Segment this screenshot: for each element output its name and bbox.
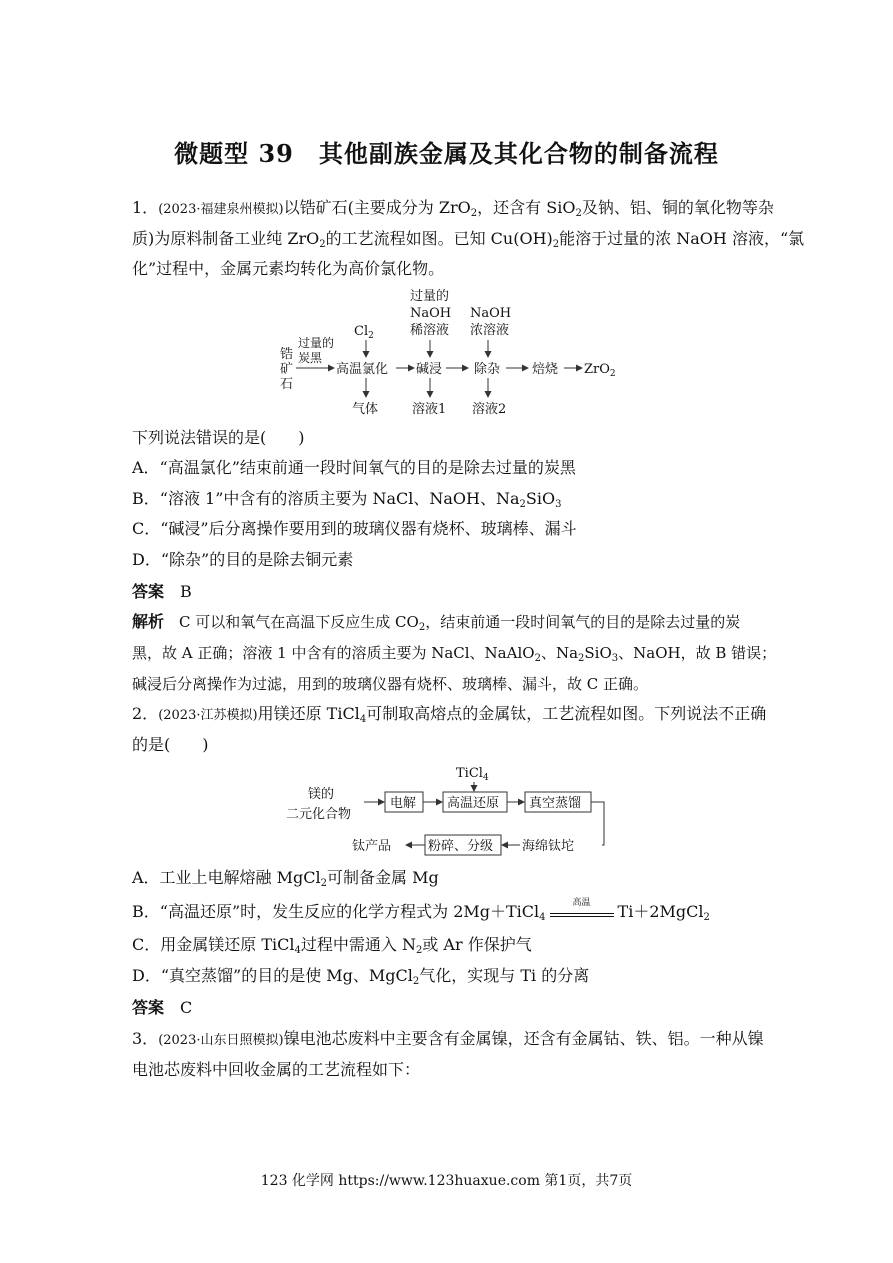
q1-ask: 下列说法错误的是( ) — [132, 428, 305, 447]
box-crush-grade: 粉碎、分级 — [428, 839, 494, 854]
gas-label: 气体 — [352, 402, 379, 417]
q3-source: (2023·山东日照模拟) — [158, 1033, 284, 1048]
start-material-2: 二元化合物 — [286, 807, 352, 822]
step-high-temp-chlorination: 高温氯化 — [336, 362, 389, 377]
naoh-conc-1: NaOH — [470, 306, 512, 321]
q2-source: (2023·江苏模拟) — [158, 708, 258, 723]
excess-carbon-2: 炭黑 — [298, 351, 323, 365]
q2-stem-line-1: 2．(2023·江苏模拟)用镁还原 TiCl$_4$可制取高熔点的金属钛，工艺流程如图。下列说法不正确 — [132, 704, 767, 725]
q2-stem-line-2: 的是( ) — [132, 735, 209, 754]
q3-stem-line-1: 3．(2023·山东日照模拟)镍电池芯废料中主要含有金属镍，还含有金属钴、铁、铝。一种从镍 — [132, 1029, 764, 1048]
product-zro2: ZrO$_2$ — [584, 362, 616, 379]
solution-1-label: 溶液1 — [412, 402, 447, 417]
step-alkali-leach: 碱浸 — [416, 362, 443, 377]
ore-label-3: 石 — [280, 377, 294, 392]
q2-flow-diagram — [284, 762, 624, 862]
ticl4-label: TiCl$_4$ — [456, 766, 489, 783]
titanium-product: 钛产品 — [352, 839, 392, 854]
q2-answer: 答案 C — [132, 998, 193, 1017]
q1-option-b: B．“溶液 1”中含有的溶质主要为 NaCl、NaOH、$Na_2SiO_3$ — [132, 489, 562, 510]
ore-label-1: 锆 — [280, 347, 294, 362]
solution-2-label: 溶液2 — [472, 402, 507, 417]
step-roasting: 焙烧 — [532, 362, 559, 377]
q1-option-d: D．“除杂”的目的是除去铜元素 — [132, 550, 354, 569]
q1-flow-diagram — [270, 284, 630, 420]
naoh-dilute-1: 过量的 — [410, 289, 450, 304]
q1-source: (2023·福建泉州模拟) — [158, 202, 284, 217]
q1-answer: 答案 B — [132, 582, 192, 601]
naoh-conc-2: 浓溶液 — [470, 323, 510, 338]
q2-option-a: A．工业上电解熔融 MgCl$_2$可制备金属 Mg — [132, 868, 439, 889]
q1-stem-line-1: 1．(2023·福建泉州模拟)以锆矿石(主要成分为 ZrO$_2$，还含有 SiO$_2$及钠、铝、铜的氧化物等杂 — [132, 198, 774, 219]
q1-explanation-line-1: 解析 C 可以和氧气在高温下反应生成 $CO_2$，结束前通一段时间氧气的目的是除去过量的炭 — [132, 612, 741, 633]
sponge-titanium: 海绵钛坨 — [522, 839, 575, 854]
q2-option-d: D．“真空蒸馏”的目的是使 Mg、MgCl$_2$气化，实现与 Ti 的分离 — [132, 966, 590, 987]
ore-label-2: 矿 — [280, 362, 294, 377]
page-footer: 123 化学网 https://www.123huaxue.com 第1页，共7页 — [260, 1173, 633, 1189]
cl2-label: $Cl_2$ — [354, 324, 374, 341]
naoh-dilute-2: NaOH — [410, 306, 452, 321]
box-electrolysis: 电解 — [390, 796, 417, 811]
box-high-temp-reduction: 高温还原 — [447, 796, 500, 811]
q1-stem-line-3: 化”过程中，金属元素均转化为高价氯化物。 — [132, 259, 445, 278]
q1-explanation-line-3: 碱浸后分离操作为过滤，用到的玻璃仪器有烧杯、玻璃棒、漏斗，故 C 正确。 — [132, 675, 649, 693]
q1-option-c: C．“碱浸”后分离操作要用到的玻璃仪器有烧杯、玻璃棒、漏斗 — [132, 519, 577, 538]
excess-carbon-1: 过量的 — [298, 336, 335, 350]
q2-option-b: B．“高温还原”时，发生反应的化学方程式为 2Mg＋TiCl$_4$ 高温 Ti＋2MgCl$_2$ — [132, 902, 710, 922]
q1-option-a: A．“高温氯化”结束前通一段时间氧气的目的是除去过量的炭黑 — [132, 458, 576, 477]
q2-option-c: C．用金属镁还原 TiCl$_4$过程中需通入 $N_2$或 Ar 作保护气 — [132, 935, 532, 956]
page-title: 微题型 39 其他副族金属及其化合物的制备流程 — [174, 139, 719, 168]
q3-stem-line-2: 电池芯废料中回收金属的工艺流程如下： — [132, 1060, 421, 1079]
box-vacuum-distillation: 真空蒸馏 — [529, 796, 582, 811]
start-material-1: 镁的 — [308, 787, 335, 802]
q1-stem-line-2: 质)为原料制备工业纯 ZrO$_2$的工艺流程如图。已知 $Cu(OH)_2$能溶于过量的浓 NaOH 溶液，“氯 — [132, 229, 805, 250]
q1-explanation-line-2: 黑，故 A 正确；溶液 1 中含有的溶质主要为 NaCl、NaAlO$_2$、$Na_2SiO_3$、NaOH，故 B 错误； — [132, 644, 777, 664]
step-impurity-removal: 除杂 — [474, 362, 501, 377]
reaction-condition: 高温 — [572, 898, 591, 908]
naoh-dilute-3: 稀溶液 — [410, 323, 450, 338]
